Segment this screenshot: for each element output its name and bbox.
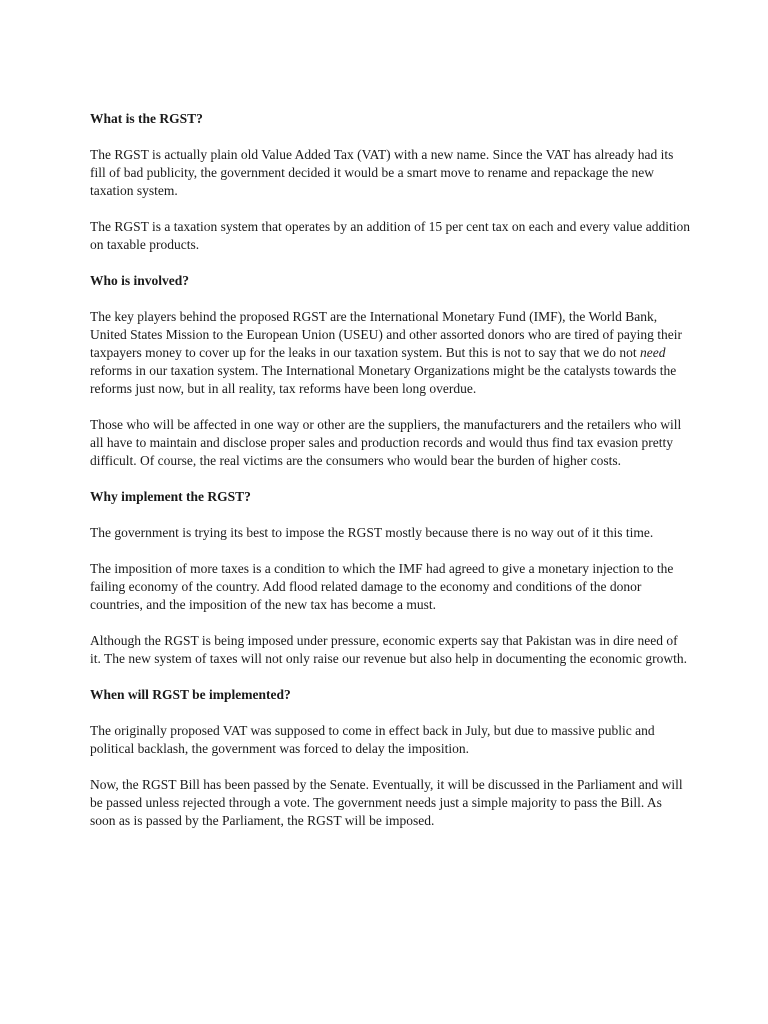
section-heading: Who is involved?: [90, 273, 190, 288]
section-heading: Why implement the RGST?: [90, 489, 251, 504]
paragraph: The RGST is actually plain old Value Added Tax (VAT) with a new name. Since the VAT has already had its fill of bad publicity, the government decided it would be a smart move to rename and repackage the new taxation system.: [90, 147, 674, 198]
paragraph-text: The key players behind the proposed RGST are the International Monetary Fund (IMF), the World Bank, United States Mission to the European Union (USEU) and other assorted donors who are tired of paying their taxpayers money to cover up for the leaks in our taxation system. But this is not to say that we do not: [90, 309, 683, 360]
document-page: [90, 110, 690, 848]
paragraph: Those who will be affected in one way or other are the suppliers, the manufacturers and the retailers who will all have to maintain and disclose proper sales and production records and would thus find tax evasion pretty difficult. Of course, the real victims are the consumers who would bear the burden of higher costs.: [90, 417, 682, 468]
paragraph: [90, 308, 690, 398]
paragraph-text: reforms in our taxation system. The International Monetary Organizations might be the catalysts towards the reforms just now, but in all reality, tax reforms have been long overdue.: [90, 363, 677, 396]
paragraph: Now, the RGST Bill has been passed by the Senate. Eventually, it will be discussed in the Parliament and will be passed unless rejected through a vote. The government needs just a simple majority to pass the Bill. As soon as is passed by the Parliament, the RGST will be imposed.: [90, 777, 683, 828]
paragraph: The imposition of more taxes is a condition to which the IMF had agreed to give a monetary injection to the failing economy of the country. Add flood related damage to the economy and conditions of the donor countries, and the imposition of the new tax has become a must.: [90, 561, 674, 612]
paragraph: The government is trying its best to impose the RGST mostly because there is no way out of it this time.: [90, 525, 654, 540]
paragraph: The originally proposed VAT was supposed to come in effect back in July, but due to massive public and political backlash, the government was forced to delay the imposition.: [90, 723, 655, 756]
section-heading: When will RGST be implemented?: [90, 687, 291, 702]
emphasized-word: need: [640, 345, 666, 360]
paragraph: The RGST is a taxation system that operates by an addition of 15 per cent tax on each and every value addition on taxable products.: [90, 219, 690, 252]
paragraph: Although the RGST is being imposed under pressure, economic experts say that Pakistan was in dire need of it. The new system of taxes will not only raise our revenue but also help in documenting the economic growth.: [90, 633, 687, 666]
section-heading: What is the RGST?: [90, 111, 203, 126]
